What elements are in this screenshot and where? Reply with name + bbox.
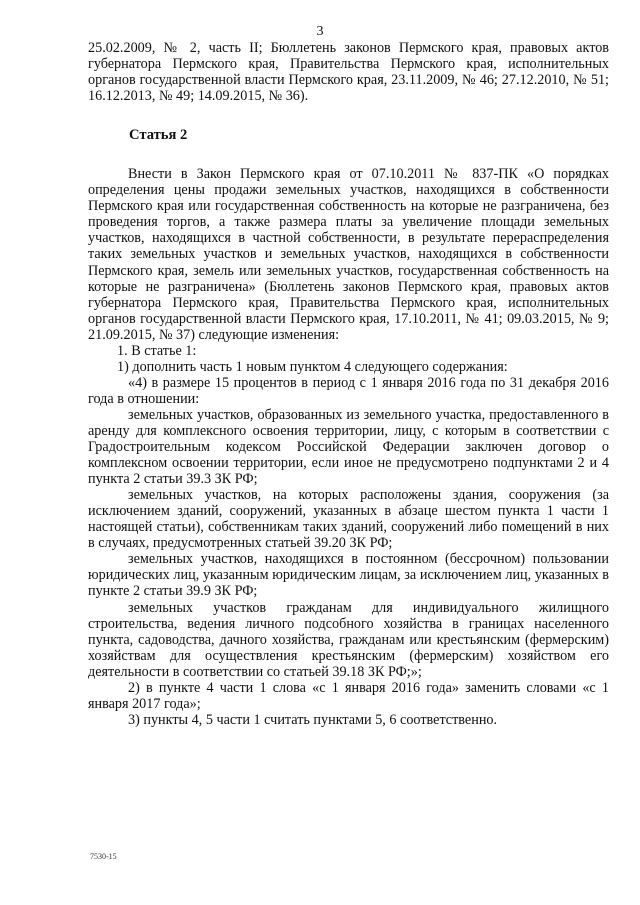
paragraph-complex-development: земельных участков, образованных из земельного участка, предоставленного в аренду для комплексного освоения территории, лицу, с которым в соответствии с Градостроительным кодексом Российской Федерации заключен договор о комплексном освоении территории, если иное не предусмотрено подпунктами 2 и 4 пункта 2 статьи 39.3 ЗК РФ;: [88, 406, 609, 488]
subitem-2: 2) в пункте 4 части 1 слова «с 1 января 2016 года» заменить словами «с 1 января 2017 года»;: [88, 679, 609, 712]
paragraph-citizens: земельных участков гражданам для индивидуального жилищного строительства, ведения личного подсобного хозяйства в границах населенного пункта, садоводства, дачного хозяйства, гражданам или крестьянским (фермерским) хозяйствам для осуществления крестьянским (фермерским) хозяйством его деятельности в соответствии со статьей 39.18 ЗК РФ;»;: [88, 599, 609, 680]
footer-code: 7530-15: [90, 852, 117, 861]
quoted-point-4: «4) в размере 15 процентов в период с 1 января 2016 года по 31 декабря 2016 года в отношении:: [88, 374, 609, 407]
paragraph-permanent-use: земельных участков, находящихся в постоянном (бессрочном) пользовании юридических лиц, указанным юридическим лицам, за исключением лиц, указанных в пункте 2 статьи 39.9 ЗК РФ;: [88, 551, 609, 600]
carryover-paragraph: 25.02.2009, № 2, часть II; Бюллетень законов Пермского края, правовых актов губернатора Пермского края, Правительства Пермского края, исполнительных органов государственной власти Пермского края, 23.11.2009, № 46; 27.12.2010, № 51; 16.12.2013, № 49; 14.09.2015, № 36).: [88, 40, 609, 105]
paragraph-buildings: земельных участков, на которых расположены здания, сооружения (за исключением зданий, сооружений, указанных в абзаце шестом пункта 1 части 1 настоящей статьи), собственникам таких зданий, сооружений либо помещений в них в случаях, предусмотренных статьей 39.20 ЗК РФ;: [88, 487, 609, 552]
subitem-1: 1) дополнить часть 1 новым пунктом 4 следующего содержания:: [117, 358, 508, 375]
subitem-3: 3) пункты 4, 5 части 1 считать пунктами 5, 6 соответственно.: [128, 711, 498, 728]
item-1: 1. В статье 1:: [117, 342, 197, 359]
page-number: 3: [316, 24, 324, 39]
intro-paragraph: Внести в Закон Пермского края от 07.10.2011 № 837-ПК «О порядках определения цены продажи земельных участков, находящихся в собственности Пермского края или государственная собственность на которые не разграничена, без проведения торгов, а также размера платы за увеличение площади земельных участков, находящихся в частной собственности, в результате перераспределения таких земельных участков и земельных участков, находящихся в собственности Пермского края, земель или земельных участков, государственная собственность на которые не разграничена» (Бюллетень законов Пермского края, правовых актов губернатора Пермского края, Правительства Пермского края, исполнительных органов государственной власти Пермского края, 17.10.2011, № 41; 09.03.2015, № 9; 21.09.2015, № 37) следующие изменения:: [88, 166, 609, 343]
article-title: Статья 2: [129, 127, 188, 144]
document-body: [88, 40, 609, 728]
